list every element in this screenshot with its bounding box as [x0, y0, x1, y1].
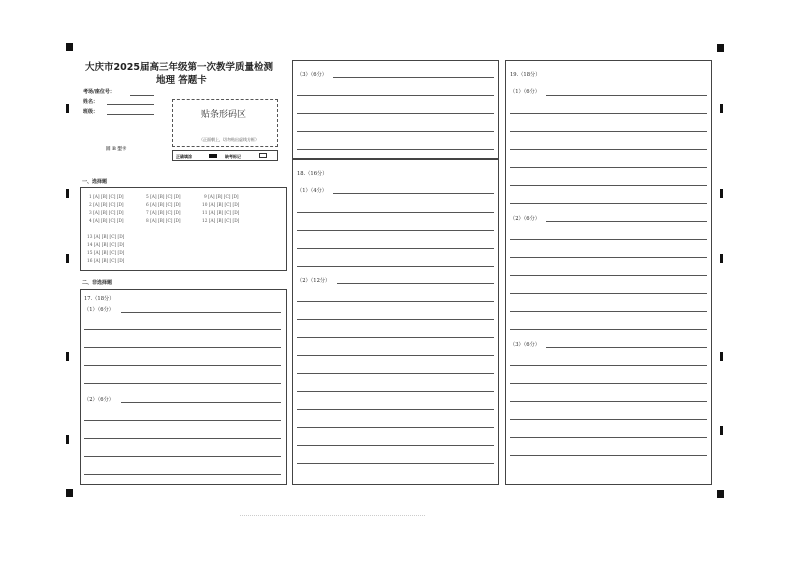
- timing-mark: [720, 426, 723, 435]
- answer-line[interactable]: [510, 131, 707, 132]
- answer-line[interactable]: [510, 365, 707, 366]
- page-subtitle: 地理 答题卡: [156, 75, 207, 86]
- choice-row[interactable]: 10 [A] [B] [C] [D]: [202, 203, 240, 208]
- answer-line[interactable]: [84, 474, 281, 475]
- name-label: 姓名：: [83, 99, 99, 105]
- timing-mark: [66, 104, 69, 113]
- registration-mark-top-left: [66, 43, 73, 51]
- answer-line[interactable]: [510, 329, 707, 330]
- answer-line[interactable]: [84, 365, 281, 366]
- answer-line[interactable]: [546, 95, 707, 96]
- timing-mark: [66, 352, 69, 361]
- choice-row[interactable]: 12 [A] [B] [C] [D]: [202, 219, 240, 224]
- timing-mark: [720, 254, 723, 263]
- answer-line[interactable]: [510, 419, 707, 420]
- choice-row[interactable]: 2 [A] [B] [C] [D]: [89, 203, 124, 208]
- answer-line[interactable]: [84, 347, 281, 348]
- choice-row[interactable]: 9 [A] [B] [C] [D]: [204, 195, 239, 200]
- absent-mark-label: 缺考标记: [225, 154, 241, 159]
- answer-line[interactable]: [510, 311, 707, 312]
- absent-mark-box[interactable]: [259, 153, 267, 158]
- registration-mark-bottom-left: [66, 489, 73, 497]
- q18-answer-box: [292, 159, 499, 485]
- choice-row[interactable]: 15 [A] [B] [C] [D]: [87, 251, 125, 256]
- class-label: 班级：: [83, 109, 99, 115]
- answer-line[interactable]: [84, 438, 281, 439]
- barcode-note: （正面朝上，切勿贴出虚线方框）: [199, 137, 259, 142]
- answer-line[interactable]: [510, 455, 707, 456]
- choice-row[interactable]: 8 [A] [B] [C] [D]: [146, 219, 181, 224]
- section2-title: 二、非选择题: [82, 280, 113, 286]
- choice-row[interactable]: 14 [A] [B] [C] [D]: [87, 243, 125, 248]
- answer-line[interactable]: [297, 248, 494, 249]
- answer-line[interactable]: [84, 383, 281, 384]
- fill-example: [172, 150, 278, 161]
- timing-mark: [66, 254, 69, 263]
- section1-title: 一、选择题: [82, 179, 108, 185]
- answer-line[interactable]: [510, 383, 707, 384]
- timing-mark: [720, 189, 723, 198]
- answer-line[interactable]: [297, 409, 494, 410]
- q19-part3-label: （3）（6分）: [510, 342, 540, 348]
- choice-row[interactable]: 7 [A] [B] [C] [D]: [146, 211, 181, 216]
- barcode-area: [172, 99, 278, 147]
- answer-line[interactable]: [297, 95, 494, 96]
- correct-fill-sample: [209, 154, 217, 158]
- answer-line[interactable]: [297, 427, 494, 428]
- choice-box: [80, 187, 287, 271]
- answer-line[interactable]: [333, 77, 494, 78]
- answer-line[interactable]: [121, 312, 281, 313]
- answer-line[interactable]: [297, 131, 494, 132]
- page-title: 大庆市2025届高三年级第一次教学质量检测: [85, 62, 273, 73]
- card-type-stamp: 回 B 型卡: [106, 147, 127, 152]
- timing-mark: [66, 435, 69, 444]
- q17-answer-box: [80, 289, 287, 485]
- registration-mark-bottom-right: [717, 490, 724, 498]
- scan-artifact: [240, 515, 425, 516]
- answer-line[interactable]: [510, 167, 707, 168]
- answer-line[interactable]: [297, 373, 494, 374]
- choice-row[interactable]: 13 [A] [B] [C] [D]: [87, 235, 125, 240]
- answer-line[interactable]: [297, 266, 494, 267]
- q19-title: 19.（18分）: [510, 72, 541, 78]
- choice-row[interactable]: 6 [A] [B] [C] [D]: [146, 203, 181, 208]
- q18-part2-label: （2）（12分）: [297, 278, 331, 284]
- q19-part2-label: （2）（6分）: [510, 216, 540, 222]
- answer-line[interactable]: [297, 113, 494, 114]
- answer-line[interactable]: [510, 275, 707, 276]
- answer-line[interactable]: [510, 203, 707, 204]
- answer-line[interactable]: [510, 437, 707, 438]
- timing-mark: [720, 104, 723, 113]
- answer-line[interactable]: [297, 319, 494, 320]
- answer-line[interactable]: [510, 113, 707, 114]
- q18-part1-label: （1）（4分）: [297, 188, 327, 194]
- exam-room-label: 考场/座位号：: [83, 89, 115, 95]
- answer-line[interactable]: [510, 293, 707, 294]
- q17-part1-label: （1）（6分）: [84, 307, 114, 313]
- answer-line[interactable]: [546, 221, 707, 222]
- answer-line[interactable]: [297, 337, 494, 338]
- answer-line[interactable]: [297, 149, 494, 150]
- choice-row[interactable]: 16 [A] [B] [C] [D]: [87, 259, 125, 264]
- answer-line[interactable]: [510, 257, 707, 258]
- answer-line[interactable]: [84, 329, 281, 330]
- barcode-title: 贴条形码区: [201, 110, 247, 120]
- exam-room-field[interactable]: [130, 95, 154, 96]
- answer-line[interactable]: [297, 230, 494, 231]
- q17-part2-label: （2）（6分）: [84, 397, 114, 403]
- choice-row[interactable]: 11 [A] [B] [C] [D]: [202, 211, 240, 216]
- answer-line[interactable]: [510, 185, 707, 186]
- answer-line[interactable]: [510, 149, 707, 150]
- answer-line[interactable]: [510, 401, 707, 402]
- answer-line[interactable]: [297, 355, 494, 356]
- answer-line[interactable]: [510, 239, 707, 240]
- answer-line[interactable]: [297, 301, 494, 302]
- answer-line[interactable]: [297, 445, 494, 446]
- choice-row[interactable]: 5 [A] [B] [C] [D]: [146, 195, 181, 200]
- q18-title: 18.（16分）: [297, 171, 328, 177]
- choice-row[interactable]: 4 [A] [B] [C] [D]: [89, 219, 124, 224]
- q17-part3-box: [292, 60, 499, 159]
- answer-line[interactable]: [84, 420, 281, 421]
- answer-line[interactable]: [297, 463, 494, 464]
- answer-line[interactable]: [337, 283, 494, 284]
- answer-line[interactable]: [546, 347, 707, 348]
- registration-mark-top-right: [717, 44, 724, 52]
- answer-line[interactable]: [297, 391, 494, 392]
- answer-line[interactable]: [333, 193, 494, 194]
- answer-line[interactable]: [297, 212, 494, 213]
- class-field[interactable]: [107, 114, 154, 115]
- choice-row[interactable]: 1 [A] [B] [C] [D]: [89, 195, 124, 200]
- q19-part1-label: （1）（6分）: [510, 89, 540, 95]
- choice-row[interactable]: 3 [A] [B] [C] [D]: [89, 211, 124, 216]
- q19-answer-box: [505, 60, 712, 485]
- timing-mark: [720, 352, 723, 361]
- answer-line[interactable]: [121, 402, 281, 403]
- correct-fill-label: 正确填涂: [176, 154, 192, 159]
- answer-line[interactable]: [84, 456, 281, 457]
- q17-part3-label: （3）（6分）: [297, 72, 327, 78]
- q17-title: 17.（18分）: [84, 296, 115, 302]
- name-field[interactable]: [107, 104, 154, 105]
- timing-mark: [66, 189, 69, 198]
